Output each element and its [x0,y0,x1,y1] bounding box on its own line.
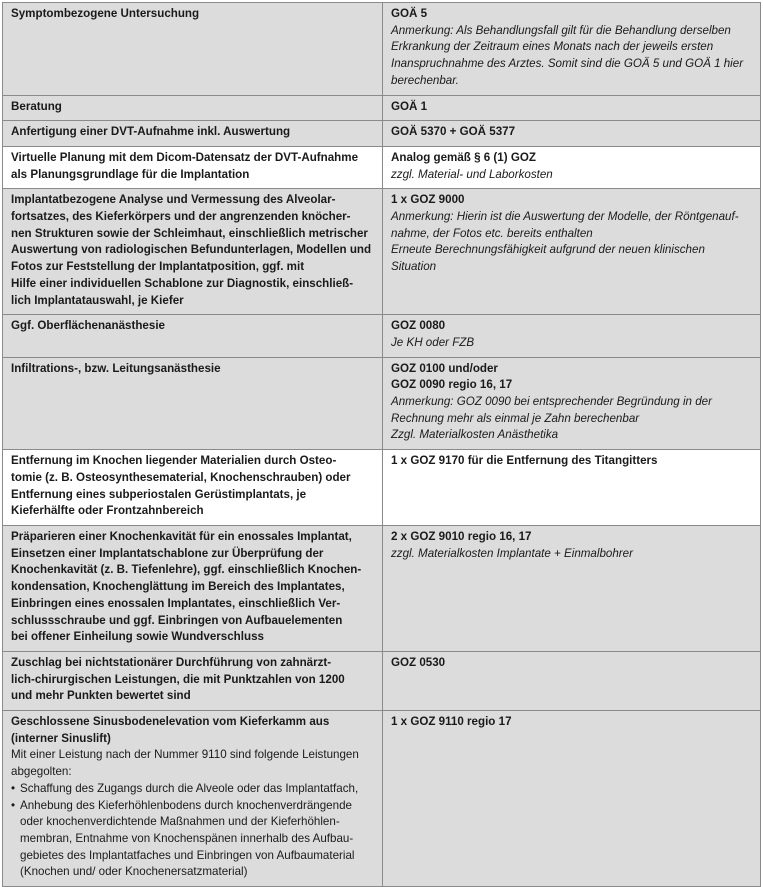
table-row [3,3,761,96]
billing-note: Erkrankung der Zeitraum eines Monats nach der jeweils ersten [391,40,714,54]
description-line: Anfertigung einer DVT-Aufnahme inkl. Auswertung [11,125,291,139]
list-item-text: membran, Entnahme von Knochenspänen innerhalb des Aufbau- [20,831,354,845]
billing-code-cell [383,121,761,147]
billing-code-cell [383,189,761,315]
billing-code: GOZ 0100 und/oder [391,361,498,375]
billing-code-cell [383,357,761,450]
service-description [3,651,383,710]
description-line: Implantatbezogene Analyse und Vermessung des Alveolar- [11,193,336,207]
billing-code: 1 x GOZ 9000 [391,193,465,207]
description-line: Virtuelle Planung mit dem Dicom-Datensatz der DVT-Aufnahme [11,150,359,164]
billing-code-cell [383,95,761,121]
billing-note: nahme, der Fotos etc. bereits enthalten [391,226,593,240]
billing-note: Inanspruchnahme des Arztes. Somit sind die GOÄ 5 und GOÄ 1 hier [391,57,744,71]
service-description [3,121,383,147]
description-line: Auswertung von radiologischen Befundunterlagen, Modellen und [11,243,372,257]
billing-code-cell [383,315,761,357]
service-description [3,525,383,651]
description-text: Mit einer Leistung nach der Nummer 9110 sind folgende Leistungen [11,748,359,762]
description-line: nen Strukturen sowie der Schleimhaut, einschließlich metrischer [11,226,368,240]
description-line: Hilfe einer individuellen Schablone zur Diagnostik, einschließ- [11,276,354,290]
service-description [3,315,383,357]
description-line: lich Implantatauswahl, je Kiefer [11,293,184,307]
list-item-text: (Knochen und/ oder Knochenersatzmaterial) [20,865,248,879]
description-line: Fotos zur Feststellung der Implantatposition, ggf. mit [11,260,305,274]
description-line: Kieferhälfte oder Frontzahnbereich [11,504,204,518]
description-line: Einsetzen einer Implantatschablone zur Überprüfung der [11,546,324,560]
billing-note: Anmerkung: Hierin ist die Auswertung der Modelle, der Röntgenauf- [391,210,739,224]
billing-table [2,2,761,887]
description-line: Entfernung eines subperiostalen Gerüstimplantats, je [11,487,307,501]
table-row [3,146,761,188]
list-item-text: oder knochenverdichtende Maßnahmen und der Kieferhöhlen- [20,815,340,829]
billing-note: berechenbar. [391,73,459,87]
billing-code-cell [383,3,761,96]
description-line: Ggf. Oberflächenanästhesie [11,319,165,333]
billing-note: Erneute Berechnungsfähigkeit aufgrund der neuen klinischen [391,243,705,257]
billing-code: GOÄ 5 [391,7,428,20]
description-line: lich-chirurgischen Leistungen, die mit Punktzahlen von 1200 [11,672,345,686]
billing-code: GOZ 0080 [391,319,446,333]
service-description [3,189,383,315]
description-line: als Planungsgrundlage für die Implantation [11,167,250,181]
billing-code: GOZ 0090 regio 16, 17 [391,378,513,392]
billing-code: 1 x GOZ 9110 regio 17 [391,715,512,729]
billing-note: zzgl. Material- und Laborkosten [391,167,553,181]
description-line: tomie (z. B. Osteosynthesematerial, Knochenschrauben) oder [11,470,351,484]
table-row [3,711,761,887]
billing-note: Je KH oder FZB [391,335,475,349]
billing-code-cell [383,525,761,651]
table-row [3,95,761,121]
billing-code: GOÄ 1 [391,99,428,113]
table-row [3,357,761,450]
description-line: kondensation, Knochenglättung im Bereich des Implantates, [11,580,345,594]
description-line: schlussschraube und ggf. Einbringen von Aufbauelementen [11,613,343,627]
service-description [3,95,383,121]
billing-note: Anmerkung: Als Behandlungsfall gilt für die Behandlung derselben [391,23,731,37]
description-line: Symptombezogene Untersuchung [11,7,200,20]
service-description [3,711,383,887]
list-item [11,781,374,798]
table-row [3,315,761,357]
description-line: Geschlossene Sinusbodenelevation vom Kieferkamm aus [11,715,330,729]
list-item-text: gebietes des Implantatfaches und Einbringen von Aufbaumaterial [20,848,355,862]
description-line: Entfernung im Knochen liegender Materialien durch Osteo- [11,454,337,468]
billing-code-cell [383,651,761,710]
description-line: und mehr Punkten bewertet sind [11,689,191,703]
billing-code: Analog gemäß § 6 (1) GOZ [391,150,536,164]
description-line: fortsatzes, des Kieferkörpers und der angrenzenden knöcher- [11,210,351,224]
billing-code: 2 x GOZ 9010 regio 16, 17 [391,529,532,543]
description-line: Knochenkavität (z. B. Tiefenlehre), ggf. einschließlich Knochen- [11,563,362,577]
service-description [3,357,383,450]
service-description [3,450,383,526]
billing-code-cell [383,711,761,887]
description-line: Präparieren einer Knochenkavität für ein enossales Implantat, [11,529,352,543]
description-line: bei offener Einheilung sowie Wundverschluss [11,630,264,644]
billing-note: zzgl. Materialkosten Implantate + Einmalbohrer [391,546,633,560]
billing-code-cell [383,450,761,526]
service-description [3,3,383,96]
billing-note: Rechnung mehr als einmal je Zahn berechenbar [391,411,640,425]
service-description [3,146,383,188]
list-item [11,798,374,882]
description-line: (interner Sinuslift) [11,731,111,745]
list-item-text: • Schaffung des Zugangs durch die Alveole oder das Implantatfach, [20,781,359,795]
table-row [3,525,761,651]
billing-code: 1 x GOZ 9170 für die Entfernung des Titangitters [391,454,658,468]
description-line: Infiltrations-, bzw. Leitungsanästhesie [11,361,221,375]
billing-note: Zzgl. Materialkosten Anästhetika [391,428,559,442]
billing-note: Situation [391,260,437,274]
billing-note: Anmerkung: GOZ 0090 bei entsprechender Begründung in der [391,395,712,409]
table-row [3,450,761,526]
description-line: Beratung [11,99,62,113]
table-row [3,651,761,710]
billing-code: GOÄ 5370 + GOÄ 5377 [391,125,516,139]
table-row [3,121,761,147]
description-line: Zuschlag bei nichtstationärer Durchführung von zahnärzt- [11,655,332,669]
description-line: Einbringen eines enossalen Implantates, einschließlich Ver- [11,596,341,610]
billing-code: GOZ 0530 [391,655,446,669]
included-services-list [11,781,374,881]
list-item-text: • Anhebung des Kieferhöhlenbodens durch knochenverdrängende [20,798,352,812]
description-text: abgegolten: [11,765,72,779]
table-row [3,189,761,315]
billing-code-cell [383,146,761,188]
